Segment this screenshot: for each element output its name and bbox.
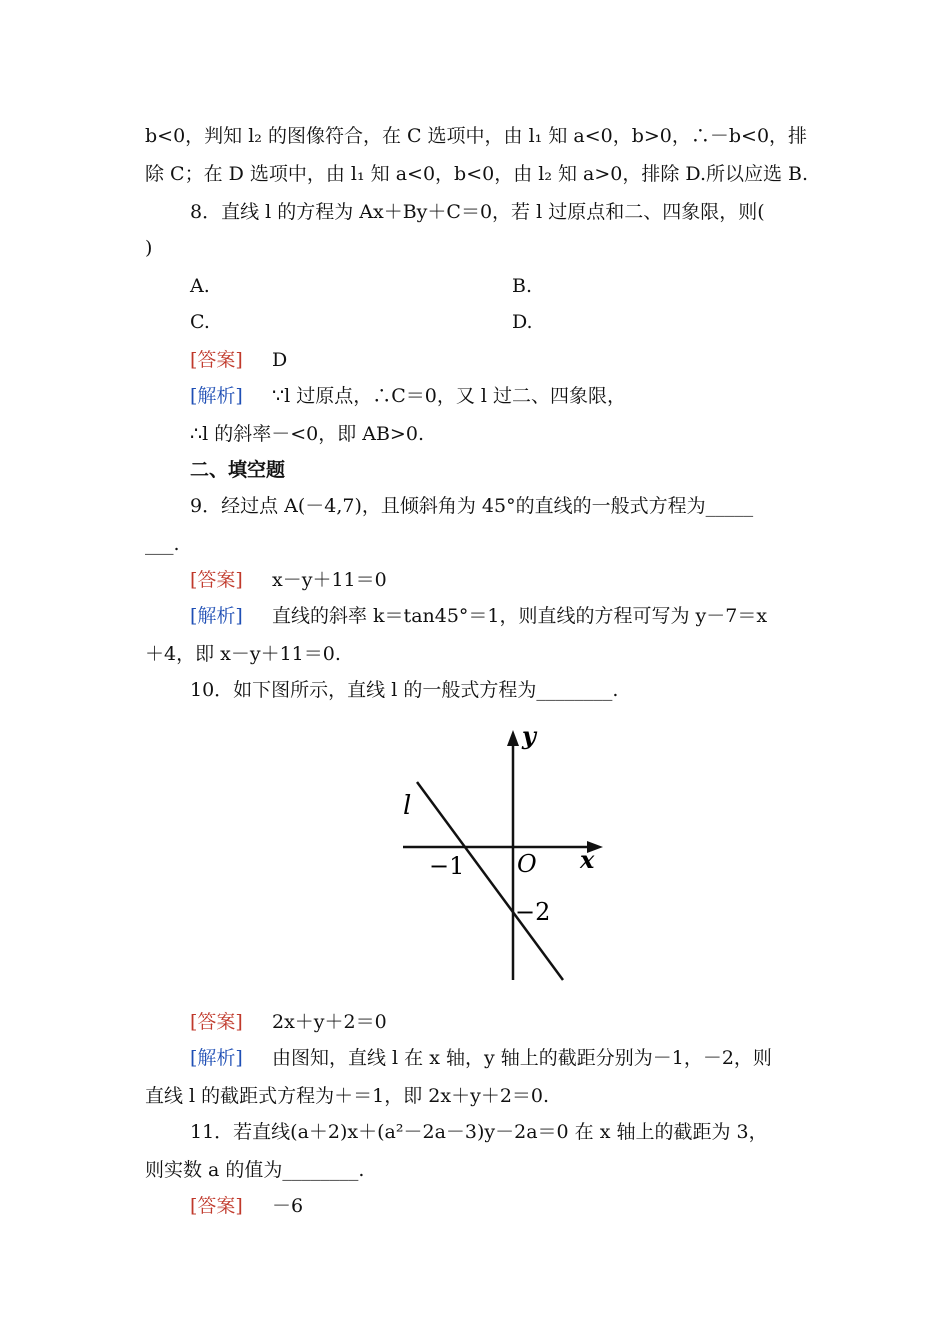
- section-heading: 二、填空题: [190, 459, 286, 481]
- question-8-cont: ): [145, 237, 153, 259]
- solution-8: ∵l 过原点，∴C＝0，又 l 过二、四象限，: [272, 385, 626, 407]
- answer-tag: [答案]: [190, 1195, 243, 1217]
- answer-tag: [答案]: [190, 349, 243, 371]
- question-9: 9．经过点 A(－4,7)，且倾斜角为 45°的直线的一般式方程为_____: [190, 495, 754, 517]
- solution-tag: [解析]: [190, 1047, 243, 1069]
- solution-10: 由图知，直线 l 在 x 轴，y 轴上的截距分别为－1，－2，则: [272, 1047, 772, 1069]
- x-intercept-label: −1: [429, 852, 465, 880]
- coordinate-figure: [395, 722, 610, 984]
- option-b: B.: [512, 275, 533, 297]
- solution-9: 直线的斜率 k＝tan45°＝1，则直线的方程可写为 y－7＝x: [272, 605, 768, 627]
- text-line: 除 C；在 D 选项中，由 l₁ 知 a<0，b<0，由 l₂ 知 a>0，排除 D.所以应选 B.: [145, 163, 809, 185]
- origin-label: O: [517, 850, 537, 878]
- answer-tag: [答案]: [190, 569, 243, 591]
- question-11-cont: 则实数 a 的值为________.: [145, 1159, 365, 1181]
- y-axis-label: y: [522, 722, 536, 750]
- solution-tag: [解析]: [190, 605, 243, 627]
- question-8: 8．直线 l 的方程为 Ax＋By＋C＝0，若 l 过原点和二、四象限，则(: [190, 201, 765, 223]
- option-c: C.: [190, 311, 210, 333]
- x-axis-label: x: [580, 845, 595, 874]
- answer-8: D: [272, 349, 288, 371]
- y-axis-arrow: [507, 730, 519, 746]
- question-9-cont: ___.: [145, 533, 180, 555]
- solution-10-cont: 直线 l 的截距式方程为＋＝1，即 2x＋y＋2＝0.: [145, 1085, 550, 1107]
- solution-tag: [解析]: [190, 385, 243, 407]
- answer-tag: [答案]: [190, 1011, 243, 1033]
- answer-9: x－y＋11＝0: [272, 569, 387, 591]
- answer-10: 2x＋y＋2＝0: [272, 1011, 387, 1033]
- solution-8-cont: ∴l 的斜率－<0，即 AB>0.: [190, 423, 424, 445]
- question-10: 10．如下图所示，直线 l 的一般式方程为________.: [190, 679, 619, 701]
- solution-9-cont: ＋4，即 x－y＋11＝0.: [145, 643, 341, 665]
- option-d: D.: [512, 311, 533, 333]
- y-intercept-label: −2: [515, 898, 551, 926]
- text-line: b<0，判知 l₂ 的图像符合，在 C 选项中，由 l₁ 知 a<0，b>0，∴－b<0，排: [145, 125, 808, 147]
- answer-11: －6: [272, 1195, 304, 1217]
- option-a: A.: [190, 275, 210, 297]
- question-11: 11．若直线(a＋2)x＋(a²－2a－3)y－2a＝0 在 x 轴上的截距为 3，: [190, 1121, 768, 1143]
- line-l: [417, 782, 563, 980]
- line-label: l: [403, 791, 412, 821]
